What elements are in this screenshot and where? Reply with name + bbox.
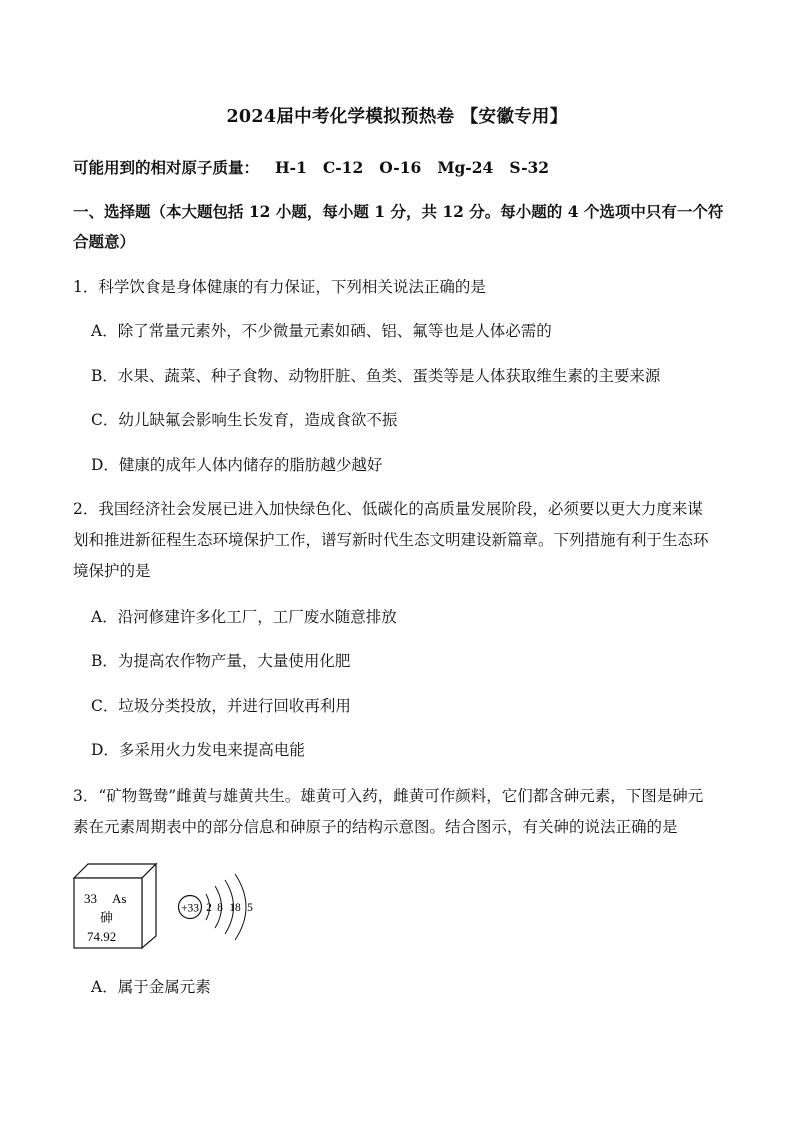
question-1-option-b: B．水果、蔬菜、种子食物、动物肝脏、鱼类、蛋类等是人体获取维生素的主要来源 (91, 367, 661, 385)
arsenic-figure (72, 860, 272, 952)
question-1-option-a: A．除了常量元素外，不少微量元素如硒、铝、氟等也是人体必需的 (91, 322, 552, 340)
question-2-stem: 划和推进新征程生态环境保护工作，谱写新时代生态文明建设新篇章。下列措施有利于生态环 (73, 531, 709, 549)
atomic-mass-item: H-1 (275, 158, 307, 177)
question-3-stem: 3．“矿物鸳鸯”雌黄与雄黄共生。雄黄可入药，雌黄可作颜料，它们都含砷元素，下图是砷元 (73, 787, 704, 805)
question-2-option-d: D．多采用火力发电来提高电能 (91, 741, 305, 759)
element-name: 砷 (100, 910, 114, 925)
nucleus-charge: +33 (181, 902, 199, 915)
question-1-option-d: D．健康的成年人体内储存的脂肪越少越好 (91, 456, 383, 474)
atomic-mass-item: Mg-24 (437, 158, 494, 177)
shell-electrons: 2 (206, 902, 212, 914)
atomic-mass-item: C-12 (322, 158, 364, 177)
atomic-mass-item: O-16 (379, 158, 422, 177)
section-heading: 一、选择题（本大题包括 12 小题，每小题 1 分，共 12 分。每小题的 4 个选项中只有一个符 (73, 202, 724, 221)
element-atomic-number: 33 (84, 891, 97, 906)
atomic-mass-line (73, 158, 549, 178)
element-mass: 74.92 (87, 929, 117, 944)
atom-structure-diagram (179, 874, 254, 940)
shell-electrons: 18 (229, 902, 241, 914)
shell-electrons: 8 (217, 902, 223, 914)
question-2-option-c: C．垃圾分类投放，并进行回收再利用 (91, 697, 351, 715)
atomic-mass-label: 可能用到的相对原子质量： (73, 158, 260, 177)
section-heading-cont: 合题意） (73, 232, 136, 251)
question-1-option-c: C．幼儿缺氟会影响生长发育，造成食欲不振 (91, 411, 398, 429)
question-2-option-b: B．为提高农作物产量，大量使用化肥 (91, 652, 351, 670)
page-title: 2024届中考化学模拟预热卷 【安徽专用】 (226, 107, 568, 127)
question-2-stem: 2．我国经济社会发展已进入加快绿色化、低碳化的高质量发展阶段，必须要以更大力度来谋 (73, 500, 703, 518)
atomic-mass-item: S-32 (509, 158, 550, 177)
question-1-stem: 1．科学饮食是身体健康的有力保证，下列相关说法正确的是 (73, 278, 486, 296)
question-2-stem: 境保护的是 (73, 562, 151, 580)
element-symbol: As (112, 891, 127, 906)
question-3-option-a: A．属于金属元素 (91, 978, 211, 996)
element-card (74, 864, 156, 948)
question-3-stem: 素在元素周期表中的部分信息和砷原子的结构示意图。结合图示，有关砷的说法正确的是 (73, 818, 678, 836)
shell-electrons: 5 (247, 902, 253, 914)
question-2-option-a: A．沿河修建许多化工厂，工厂废水随意排放 (91, 608, 397, 626)
